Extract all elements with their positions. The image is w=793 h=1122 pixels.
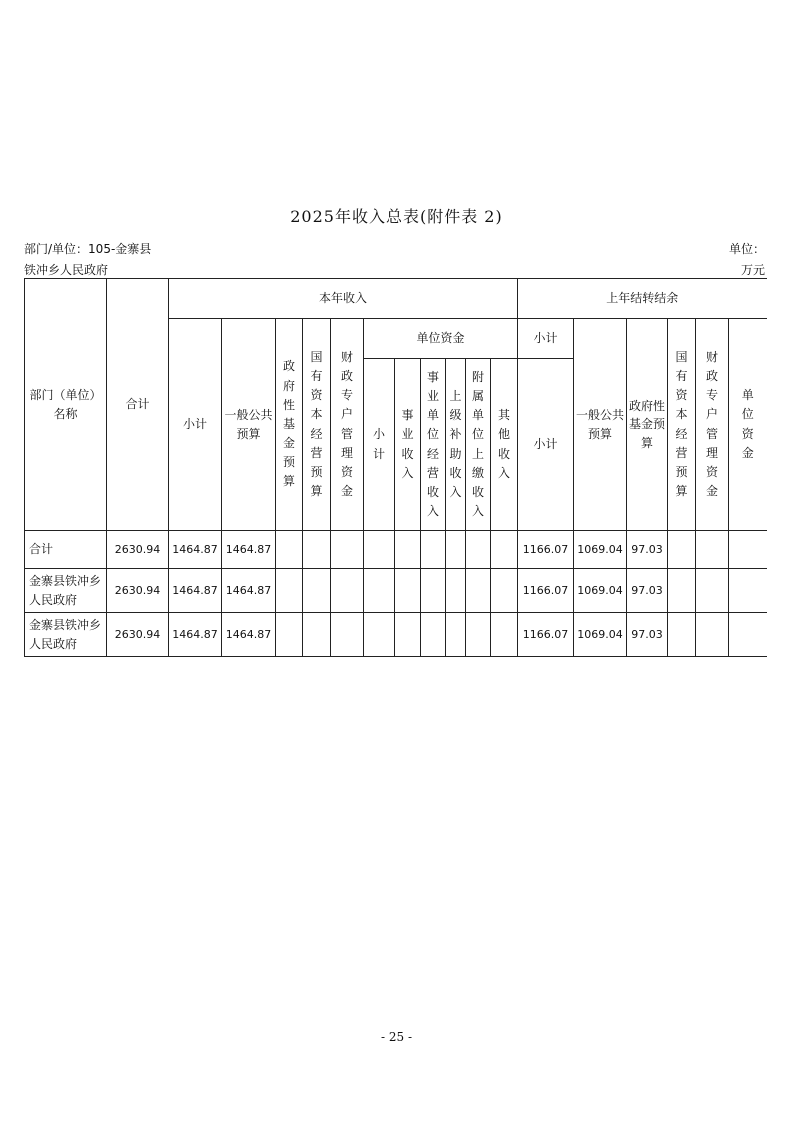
row-carry-subtotal: 1166.07: [518, 569, 574, 613]
row-carry-subtotal: 1166.07: [518, 613, 574, 657]
row-total: 2630.94: [107, 531, 169, 569]
page-number: - 25 -: [380, 1030, 412, 1044]
row-name: 金寨县铁冲乡人民政府: [25, 613, 107, 657]
row-carry-gov-fund: 97.03: [627, 569, 668, 613]
row-name: 金寨县铁冲乡人民政府: [25, 569, 107, 613]
header-carry-state-capital: 国有资本经营预算: [668, 319, 696, 531]
header-business-income: 事业收入: [395, 359, 421, 531]
header-superior-subsidy: 上级补助收入: [446, 359, 466, 531]
unit-label: 单位：: [728, 242, 765, 256]
header-affiliate-income: 附属单位上缴收入: [466, 359, 491, 531]
row-total: 2630.94: [107, 569, 169, 613]
row-name: 合计: [25, 531, 107, 569]
header-dept-name: 部门（单位）名称: [25, 279, 107, 531]
unit-value: 万元: [740, 263, 765, 277]
header-carry-general: 一般公共预算: [574, 319, 627, 531]
row-carry-gov-fund: 97.03: [627, 531, 668, 569]
header-total: 合计: [107, 279, 169, 531]
header-carry-unit-funds: 单位资金: [729, 319, 767, 531]
row-subtotal: 1464.87: [169, 531, 222, 569]
header-unit-subtotal: 小计: [364, 359, 395, 531]
row-subtotal: 1464.87: [169, 613, 222, 657]
row-carry-general: 1069.04: [574, 569, 627, 613]
dept-label-line2: 铁冲乡人民政府: [24, 263, 109, 277]
table-title: 2025年收入总表(附件表 2): [290, 207, 503, 226]
row-carry-subtotal: 1166.07: [518, 531, 574, 569]
header-subtotal: 小计: [169, 319, 222, 531]
row-general: 1464.87: [222, 569, 276, 613]
row-carry-general: 1069.04: [574, 531, 627, 569]
row-general: 1464.87: [222, 613, 276, 657]
income-summary-table: [24, 278, 767, 657]
table-row: [25, 531, 767, 569]
table-row: [25, 569, 767, 613]
header-fiscal-special: 财政专户管理资金: [331, 319, 364, 531]
header-carry-subtotal: 小计: [518, 359, 574, 531]
header-carry-fiscal-special: 财政专户管理资金: [696, 319, 729, 531]
header-operating-income: 事业单位经营收入: [421, 359, 446, 531]
header-carryover: 上年结转结余: [518, 279, 767, 319]
header-gov-fund: 政府性基金预算: [276, 319, 303, 531]
header-carry-gov-fund: 政府性基金预算: [627, 319, 668, 531]
dept-label: 部门/单位：105-金寨县: [24, 242, 152, 256]
row-carry-general: 1069.04: [574, 613, 627, 657]
row-general: 1464.87: [222, 531, 276, 569]
header-general-budget: 一般公共预算: [222, 319, 276, 531]
header-other-income: 其他收入: [491, 359, 518, 531]
header-unit-funds: 单位资金: [364, 319, 518, 359]
row-subtotal: 1464.87: [169, 569, 222, 613]
row-carry-gov-fund: 97.03: [627, 613, 668, 657]
header-current-income: 本年收入: [169, 279, 518, 319]
table-row: [25, 613, 767, 657]
header-carry-subtotal-top: 小计: [518, 319, 574, 359]
header-state-capital: 国有资本经营预算: [303, 319, 331, 531]
row-total: 2630.94: [107, 613, 169, 657]
